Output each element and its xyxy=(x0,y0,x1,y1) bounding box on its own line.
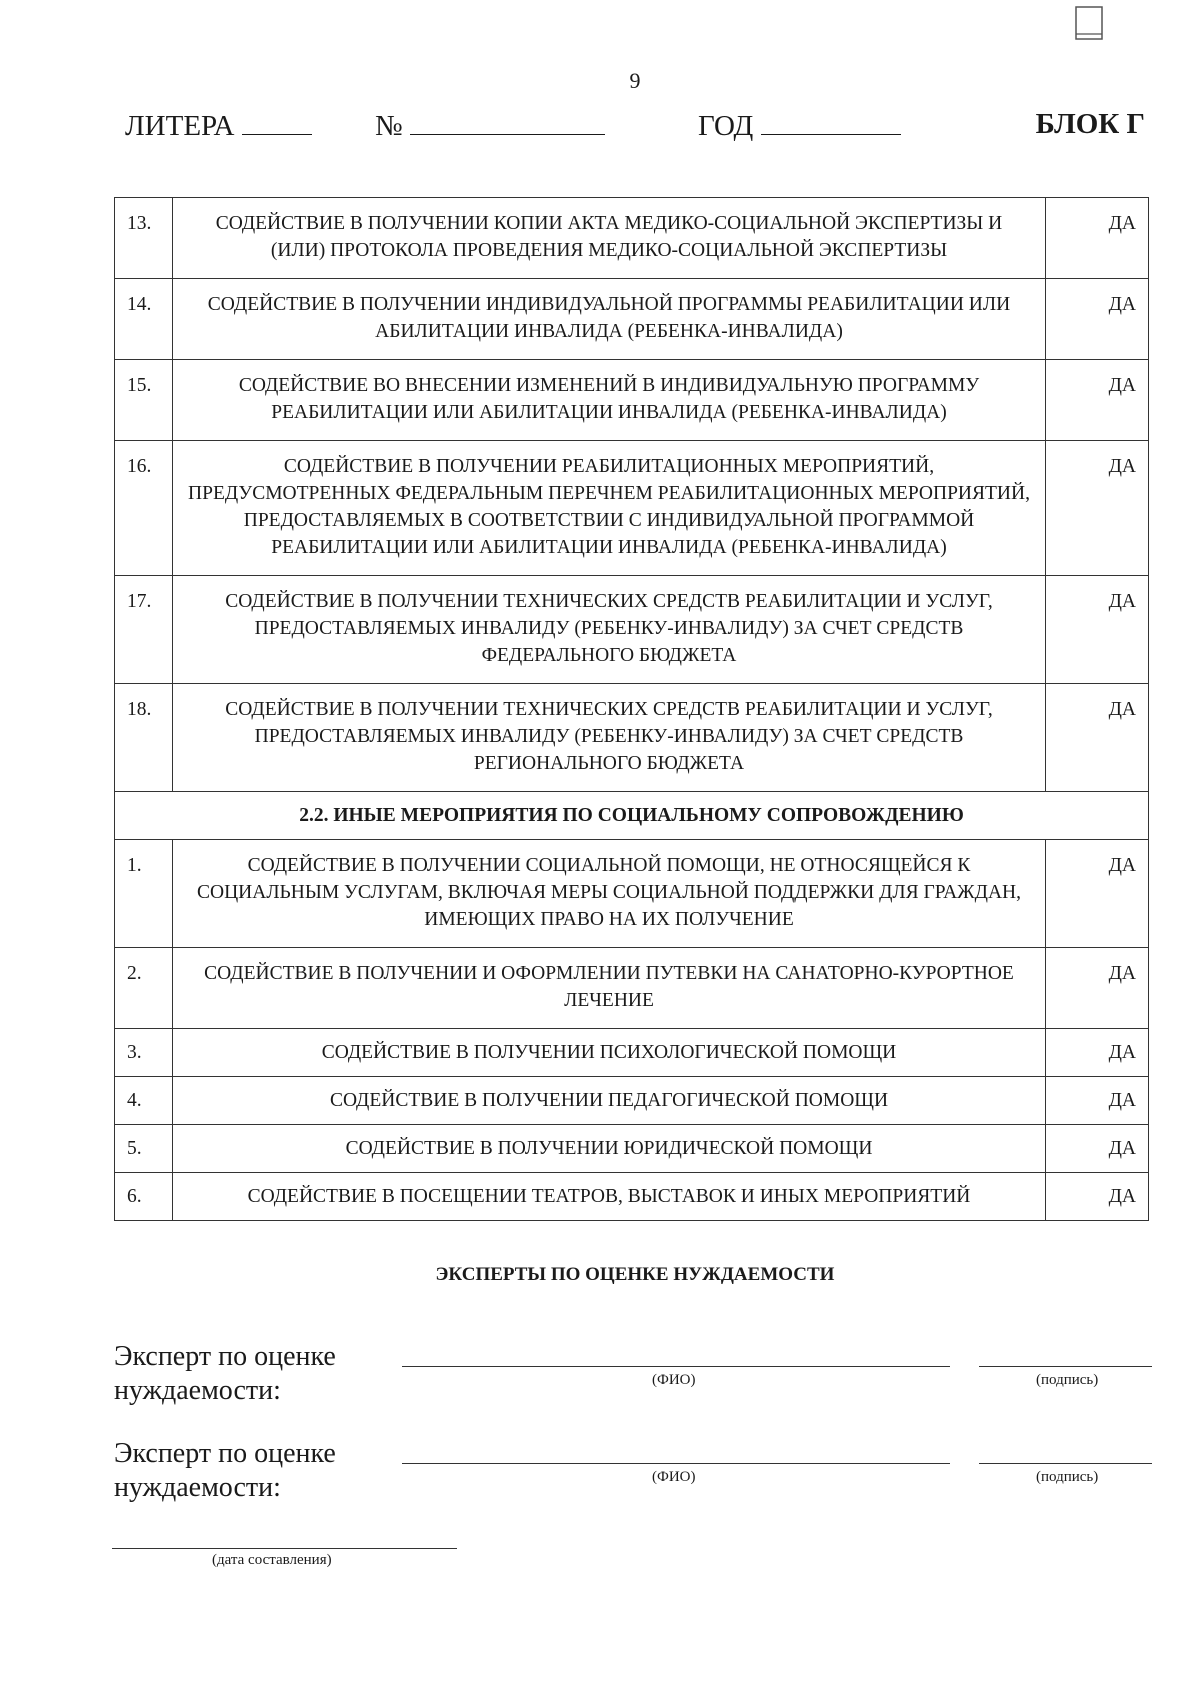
table-row xyxy=(115,198,1149,279)
litera-label: ЛИТЕРА xyxy=(125,110,235,142)
service-description: СОДЕЙСТВИЕ В ПОЛУЧЕНИИ КОПИИ АКТА МЕДИКО-СОЦИАЛЬНОЙ ЭКСПЕРТИЗЫ И (ИЛИ) ПРОТОКОЛА ПРОВЕДЕНИЯ МЕДИКО-СОЦИАЛЬНОЙ ЭКСПЕРТИЗЫ xyxy=(173,198,1046,279)
table-row xyxy=(115,1077,1149,1125)
answer-cell[interactable]: ДА xyxy=(1046,1029,1149,1077)
service-description: СОДЕЙСТВИЕ В ПОСЕЩЕНИИ ТЕАТРОВ, ВЫСТАВОК И ИНЫХ МЕРОПРИЯТИЙ xyxy=(173,1173,1046,1221)
row-number: 14. xyxy=(115,279,173,360)
number-field xyxy=(375,108,605,143)
row-number: 5. xyxy=(115,1125,173,1173)
expert-entry xyxy=(114,1340,1154,1420)
answer-cell[interactable]: ДА xyxy=(1046,441,1149,576)
service-description: СОДЕЙСТВИЕ В ПОЛУЧЕНИИ И ОФОРМЛЕНИИ ПУТЕВКИ НА САНАТОРНО-КУРОРТНОЕ ЛЕЧЕНИЕ xyxy=(173,948,1046,1029)
signature-input-line[interactable] xyxy=(979,1463,1152,1464)
expert-label: Эксперт по оценке нуждаемости: xyxy=(114,1438,336,1503)
litera-input-line[interactable] xyxy=(242,108,312,135)
number-label: № xyxy=(375,110,403,142)
service-description: СОДЕЙСТВИЕ В ПОЛУЧЕНИИ ИНДИВИДУАЛЬНОЙ ПРОГРАММЫ РЕАБИЛИТАЦИИ ИЛИ АБИЛИТАЦИИ ИНВАЛИДА (РЕБЕНКА-ИНВАЛИДА) xyxy=(173,279,1046,360)
answer-cell[interactable]: ДА xyxy=(1046,948,1149,1029)
table-row xyxy=(115,684,1149,792)
table-row xyxy=(115,1029,1149,1077)
answer-cell[interactable]: ДА xyxy=(1046,1173,1149,1221)
row-number: 17. xyxy=(115,576,173,684)
answer-cell[interactable]: ДА xyxy=(1046,684,1149,792)
page-number: 9 xyxy=(629,68,641,93)
date-caption: (дата составления) xyxy=(212,1552,332,1568)
answer-cell[interactable]: ДА xyxy=(1046,360,1149,441)
table-row xyxy=(115,1125,1149,1173)
answer-cell[interactable]: ДА xyxy=(1046,198,1149,279)
table-row xyxy=(115,279,1149,360)
service-description: СОДЕЙСТВИЕ В ПОЛУЧЕНИИ ТЕХНИЧЕСКИХ СРЕДСТВ РЕАБИЛИТАЦИИ И УСЛУГ, ПРЕДОСТАВЛЯЕМЫХ ИНВАЛИДУ (РЕБЕНКУ-ИНВАЛИДУ) ЗА СЧЕТ СРЕДСТВ ФЕДЕРАЛЬНОГО БЮДЖЕТА xyxy=(173,576,1046,684)
table-row xyxy=(115,360,1149,441)
row-number: 13. xyxy=(115,198,173,279)
service-description: СОДЕЙСТВИЕ В ПОЛУЧЕНИИ СОЦИАЛЬНОЙ ПОМОЩИ, НЕ ОТНОСЯЩЕЙСЯ К СОЦИАЛЬНЫМ УСЛУГАМ, ВКЛЮЧАЯ МЕРЫ СОЦИАЛЬНОЙ ПОДДЕРЖКИ ДЛЯ ГРАЖДАН, ИМЕЮЩИХ ПРАВО НА ИХ ПОЛУЧЕНИЕ xyxy=(173,840,1046,948)
year-field xyxy=(698,108,901,143)
table-row xyxy=(115,948,1149,1029)
document-corner-icon xyxy=(1075,6,1103,40)
litera-field xyxy=(125,108,312,143)
row-number: 16. xyxy=(115,441,173,576)
row-number: 2. xyxy=(115,948,173,1029)
signature-caption: (подпись) xyxy=(1036,1372,1099,1388)
fio-input-line[interactable] xyxy=(402,1366,950,1367)
answer-cell[interactable]: ДА xyxy=(1046,576,1149,684)
experts-title: ЭКСПЕРТЫ ПО ОЦЕНКЕ НУЖДАЕМОСТИ xyxy=(435,1264,835,1285)
answer-cell[interactable]: ДА xyxy=(1046,279,1149,360)
fio-caption: (ФИО) xyxy=(652,1372,696,1388)
row-number: 6. xyxy=(115,1173,173,1221)
section-title: 2.2. ИНЫЕ МЕРОПРИЯТИЯ ПО СОЦИАЛЬНОМУ СОПРОВОЖДЕНИЮ xyxy=(115,792,1149,840)
row-number: 1. xyxy=(115,840,173,948)
year-label: ГОД xyxy=(698,110,754,142)
expert-label: Эксперт по оценке нуждаемости: xyxy=(114,1341,336,1406)
table-row xyxy=(115,1173,1149,1221)
signature-caption: (подпись) xyxy=(1036,1469,1099,1485)
table-row xyxy=(115,576,1149,684)
answer-cell[interactable]: ДА xyxy=(1046,1125,1149,1173)
row-number: 4. xyxy=(115,1077,173,1125)
row-number: 15. xyxy=(115,360,173,441)
table-row xyxy=(115,441,1149,576)
row-number: 18. xyxy=(115,684,173,792)
service-description: СОДЕЙСТВИЕ В ПОЛУЧЕНИИ ПЕДАГОГИЧЕСКОЙ ПОМОЩИ xyxy=(173,1077,1046,1125)
form-header xyxy=(125,108,1145,148)
table-row xyxy=(115,840,1149,948)
expert-entry xyxy=(114,1437,1154,1517)
year-input-line[interactable] xyxy=(761,108,901,135)
number-input-line[interactable] xyxy=(410,108,605,135)
services-table xyxy=(114,197,1149,1221)
service-description: СОДЕЙСТВИЕ В ПОЛУЧЕНИИ РЕАБИЛИТАЦИОННЫХ МЕРОПРИЯТИЙ, ПРЕДУСМОТРЕННЫХ ФЕДЕРАЛЬНЫМ ПЕРЕЧНЕМ РЕАБИЛИТАЦИОННЫХ МЕРОПРИЯТИЙ, ПРЕДОСТАВЛЯЕМЫХ В СООТВЕТСТВИИ С ИНДИВИДУАЛЬНОЙ ПРОГРАММОЙ РЕАБИЛИТАЦИИ ИЛИ АБИЛИТАЦИИ ИНВАЛИДА (РЕБЕНКА-ИНВАЛИДА) xyxy=(173,441,1046,576)
fio-caption: (ФИО) xyxy=(652,1469,696,1485)
answer-cell[interactable]: ДА xyxy=(1046,840,1149,948)
fio-input-line[interactable] xyxy=(402,1463,950,1464)
row-number: 3. xyxy=(115,1029,173,1077)
answer-cell[interactable]: ДА xyxy=(1046,1077,1149,1125)
block-title: БЛОК Г xyxy=(1035,108,1145,140)
service-description: СОДЕЙСТВИЕ В ПОЛУЧЕНИИ ПСИХОЛОГИЧЕСКОЙ ПОМОЩИ xyxy=(173,1029,1046,1077)
service-description: СОДЕЙСТВИЕ В ПОЛУЧЕНИИ ЮРИДИЧЕСКОЙ ПОМОЩИ xyxy=(173,1125,1046,1173)
signature-input-line[interactable] xyxy=(979,1366,1152,1367)
service-description: СОДЕЙСТВИЕ ВО ВНЕСЕНИИ ИЗМЕНЕНИЙ В ИНДИВИДУАЛЬНУЮ ПРОГРАММУ РЕАБИЛИТАЦИИ ИЛИ АБИЛИТАЦИИ ИНВАЛИДА (РЕБЕНКА-ИНВАЛИДА) xyxy=(173,360,1046,441)
service-description: СОДЕЙСТВИЕ В ПОЛУЧЕНИИ ТЕХНИЧЕСКИХ СРЕДСТВ РЕАБИЛИТАЦИИ И УСЛУГ, ПРЕДОСТАВЛЯЕМЫХ ИНВАЛИДУ (РЕБЕНКУ-ИНВАЛИДУ) ЗА СЧЕТ СРЕДСТВ РЕГИОНАЛЬНОГО БЮДЖЕТА xyxy=(173,684,1046,792)
date-input-line[interactable] xyxy=(112,1548,457,1549)
section-header-row xyxy=(115,792,1149,840)
